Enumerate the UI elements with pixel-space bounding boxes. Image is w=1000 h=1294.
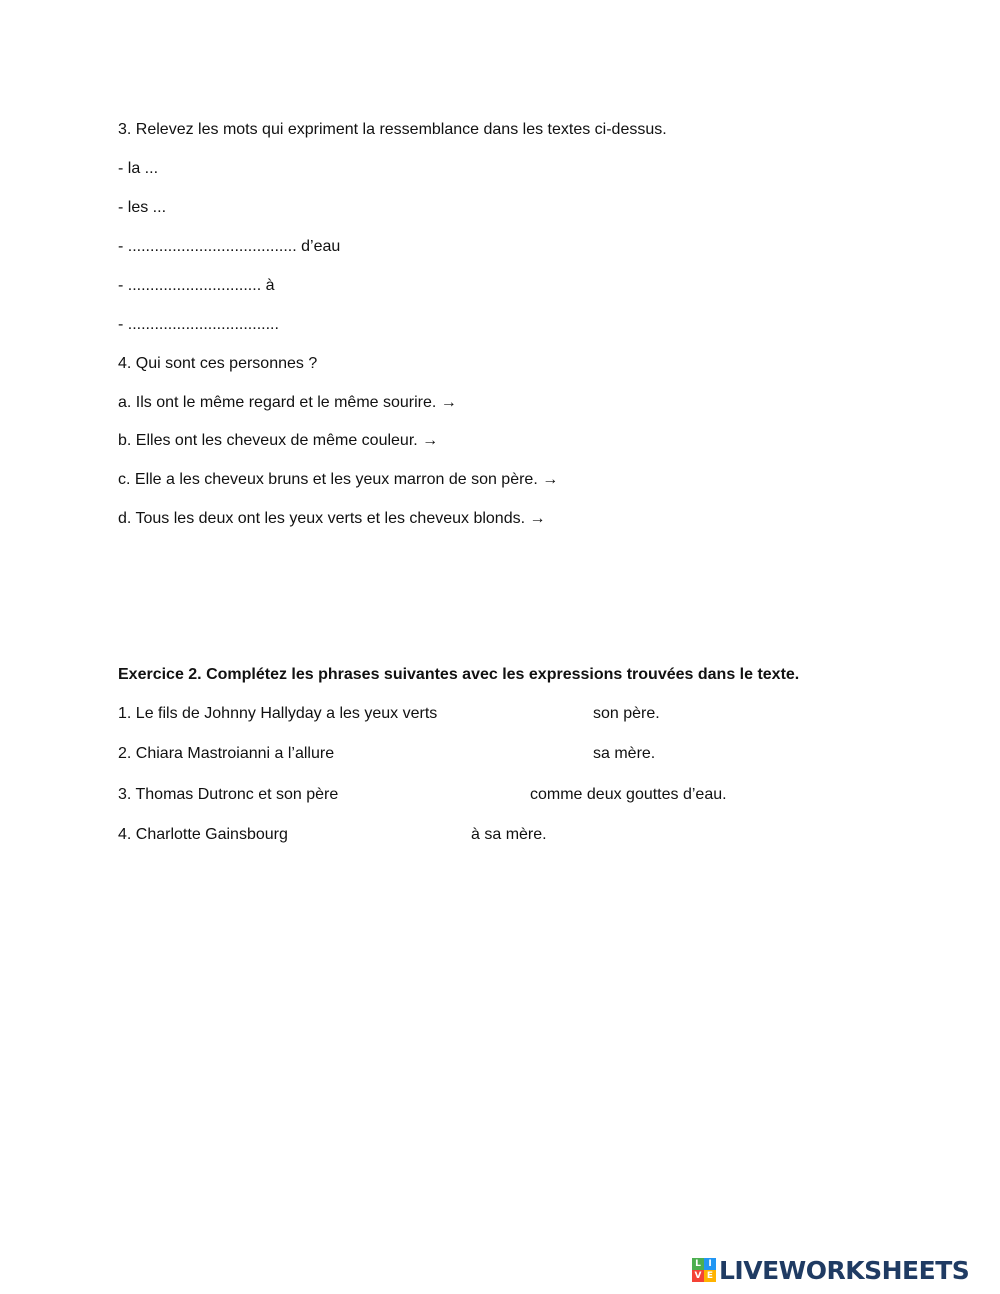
- resemblance-item-3: - ...................................... d’eau: [118, 238, 341, 255]
- sentence-4-start: 4. Charlotte Gainsbourg: [118, 826, 288, 843]
- sentence-3-start: 3. Thomas Dutronc et son père: [118, 786, 339, 803]
- logo-letter-l: L: [692, 1258, 704, 1270]
- logo-letter-v: V: [692, 1270, 704, 1282]
- person-item-d: d. Tous les deux ont les yeux verts et les cheveux blonds. →: [118, 510, 546, 527]
- question-4: 4. Qui sont ces personnes ?: [118, 355, 318, 372]
- sentence-2-end: sa mère.: [593, 745, 656, 762]
- resemblance-item-4: - .............................. à: [118, 277, 275, 294]
- resemblance-item-2: - les ...: [118, 199, 167, 216]
- liveworksheets-logo: [692, 1254, 969, 1286]
- logo-letter-i: I: [704, 1258, 716, 1270]
- logo-mark-icon: [692, 1258, 716, 1282]
- logo-text: LIVEWORKSHEETS: [719, 1255, 970, 1285]
- question-3: 3. Relevez les mots qui expriment la ressemblance dans les textes ci-dessus.: [118, 121, 667, 138]
- sentence-4-end: à sa mère.: [471, 826, 547, 843]
- exercise-2-title: Exercice 2. Complétez les phrases suivantes avec les expressions trouvées dans le texte.: [118, 666, 800, 683]
- sentence-1-end: son père.: [593, 705, 660, 722]
- sentence-3-end: comme deux gouttes d’eau.: [530, 786, 727, 803]
- logo-letter-e: E: [704, 1270, 716, 1282]
- resemblance-item-1: - la ...: [118, 160, 159, 177]
- resemblance-item-5: - ..................................: [118, 316, 279, 333]
- person-item-b: b. Elles ont les cheveux de même couleur. →: [118, 432, 439, 449]
- person-item-a: a. Ils ont le même regard et le même sourire. →: [118, 394, 457, 411]
- sentence-2-start: 2. Chiara Mastroianni a l’allure: [118, 745, 335, 762]
- person-item-c: c. Elle a les cheveux bruns et les yeux marron de son père. →: [118, 471, 559, 488]
- sentence-1-start: 1. Le fils de Johnny Hallyday a les yeux verts: [118, 705, 438, 722]
